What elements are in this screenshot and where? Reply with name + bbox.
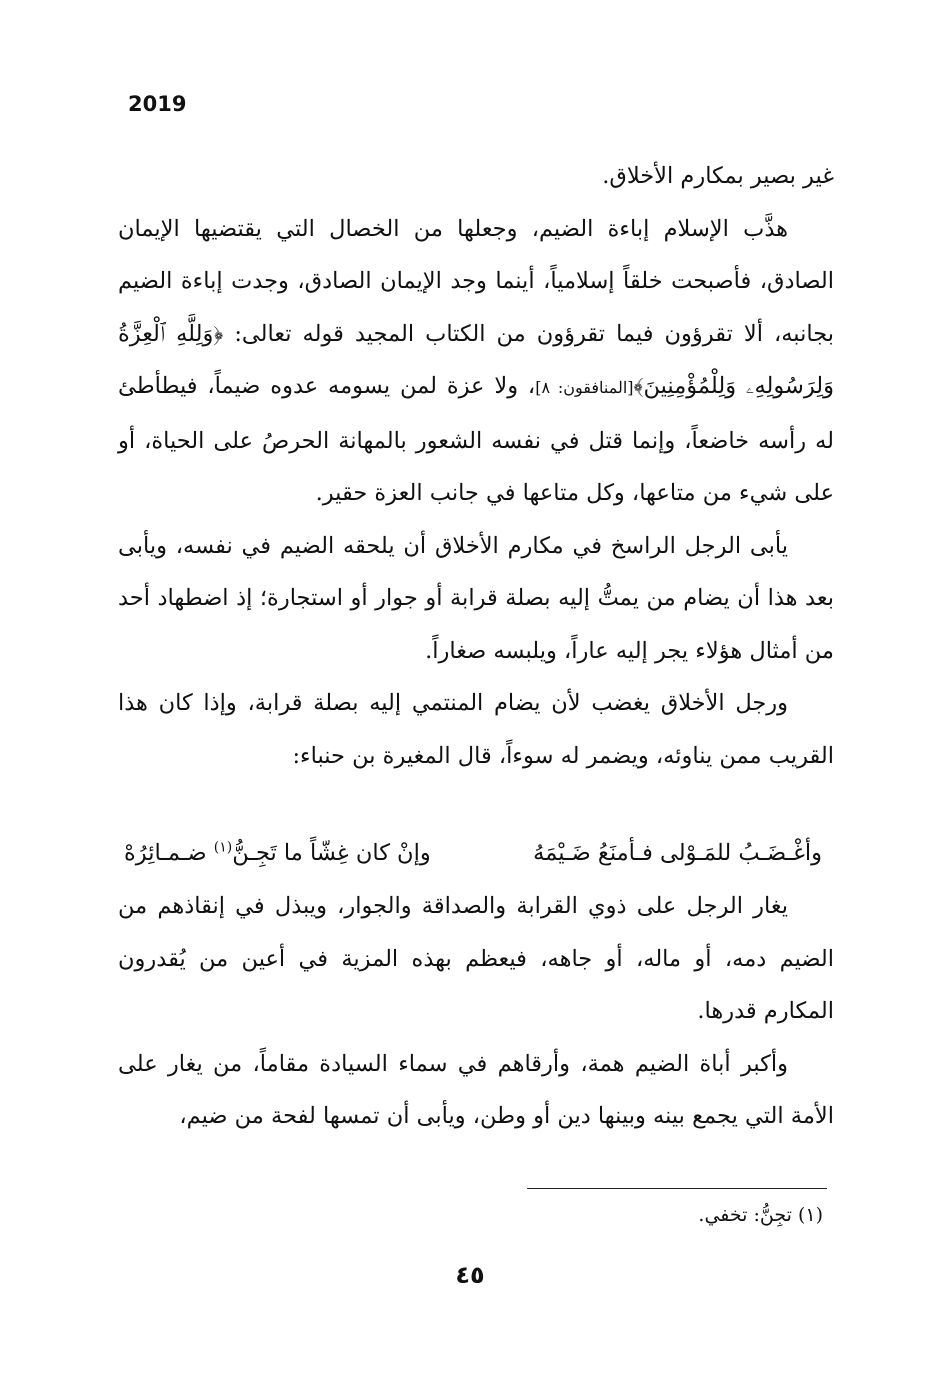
main-text-upper <box>118 150 834 782</box>
main-text-lower <box>118 880 834 1143</box>
paragraph-1: غير بصير بمكارم الأخلاق. <box>602 163 834 189</box>
paragraph-2-text-b: ، ولا عزة لمن يسومه عدوه ضيماً، فيطأطئ له رأسه خاضعاً، وإنما قتل في نفسه الشعور بالمهانة الحرصُ على الحياة، أو على شيء من متاعها، وكل متاعها في جانب العزة حقير. <box>118 373 834 506</box>
paragraph-3: يأبى الرجل الراسخ في مكارم الأخلاق أن يلحقه الضيم في نفسه، ويأبى بعد هذا أن يضام من يمتُّ إليه بصلة قرابة أو جوار أو استجارة؛ إذ اضطهاد أحد من أمثال هؤلاء يجر إليه عاراً، ويلبسه صغاراً. <box>118 532 834 664</box>
paragraph-5: يغار الرجل على ذوي القرابة والصداقة والجوار، ويبذل في إنقاذهم من الضيم دمه، أو ماله، أو جاهه، فيعظم بهذه المزية في أعين من يُقدرون المكارم قدرها. <box>118 893 834 1024</box>
verse-second-text-b: ضـمـائِرُهْ <box>124 840 214 866</box>
footnote-divider <box>527 1188 827 1189</box>
paragraph-6: وأكبر أباة الضيم همة، وأرقاهم في سماء السيادة مقاماً، من يغار على الأمة التي يجمع بينه وبينها دين أو وطن، ويأبى أن تمسها لفحة من ضيم، <box>118 1050 834 1129</box>
footnote-marker: (١) <box>213 839 233 856</box>
verse-first-hemistich: وأغْـضَـبُ للمَـوْلى فـأمنَعُ ضَـيْمَهُ <box>533 840 822 866</box>
paragraph-2 <box>118 203 834 520</box>
quran-reference: [المنافقون: ٨] <box>535 378 634 397</box>
verse-second-text-a: وإنْ كان غِشّاً ما تَجِـنُّ <box>232 840 431 866</box>
page-id-label: 2019 <box>128 92 187 116</box>
poetry-verse <box>118 828 834 882</box>
paragraph-2-text-a: هذَّب الإسلام إباءة الضيم، وجعلها من الخصال التي يقتضيها الإيمان الصادق، فأصبحت خلقاً إسلامياً، أينما وجد الإيمان الصادق، وجدت إباءة الضيم بجانبه، ألا تقرؤون فيما تقرؤون من الكتاب المجيد قوله تعالى: <box>118 215 834 347</box>
page-number: ٤٥ <box>455 1261 485 1289</box>
quran-verse: ﴿وَلِلَّهِ ٱلْعِزَّةُ وَلِرَسُولِهِۦ وَلِلْمُؤْمِنِينَ﴾ <box>118 320 835 399</box>
footnote: (١) تجِنُّ: تخفي. <box>698 1204 823 1226</box>
verse-second-hemistich <box>124 840 431 866</box>
paragraph-4: ورجل الأخلاق يغضب لأن يضام المنتمي إليه بصلة قرابة، وإذا كان هذا القريب ممن يناوئه، ويضمر له سوءاً، قال المغيرة بن حنباء: <box>118 690 834 769</box>
